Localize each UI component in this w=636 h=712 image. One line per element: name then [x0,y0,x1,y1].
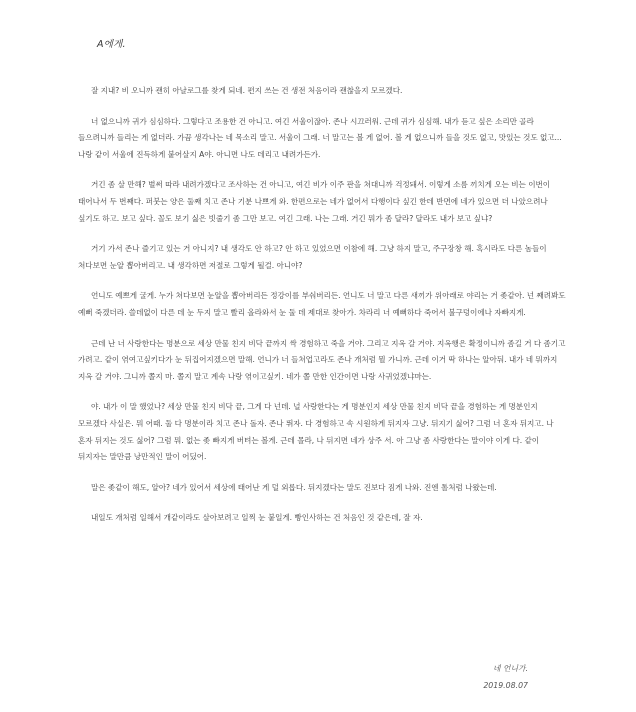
letter-body [78,83,566,541]
letter-salutation: A에게. [97,39,126,50]
letter-paragraph: 거긴 좀 살 만해? 벌써 따라 내려가겠다고 조사하는 건 아니고, 여긴 비가 이주 판을 쳐대니까 걱정돼서. 이렇게 소름 끼치게 오는 비는 이번이 태어나서 두 번째다. 퍼붓는 양은 둘째 치고 존나 기분 나쁘게 와. 한편으로는 네가 없어서 다행이다 싶긴 한데 반면에 네가 있으면 더 나았으려나 싶기도 하고. 보고 싶다. 꼴도 보기 싫은 빗줄기 좀 그만 보고. 여긴 그래. 나는 그래. 거긴 뭐가 좀 달라? 달라도 내가 보고 싶냐? [78,180,551,223]
letter-paragraph: 잘 지내? 비 오니까 괜히 아날로그를 찾게 되네. 편지 쓰는 건 생전 처음이라 괜찮을지 모르겠다. [91,86,403,95]
letter-paragraph: 근데 난 너 사랑한다는 명분으로 세상 만물 친지 비닥 끝까지 싹 경험하고 죽을 거야. 그리고 지옥 갈 거야. 지옥행은 확정이니까 좀길 거 다 좀기고 가려고. 같이 엮여고싶키다가 눈 뒤집어지겠으면 말해. 언니가 너 들쳐업고라도 존나 개처럼 뭘 가니까. 근데 이거 딱 하나는 알아둬. 내가 네 뭐까지 지옥 갈 거야. 그니까 쫄지 마. 쫄지 말고 계속 나랑 엮이고싶키. 네가 쫄 만한 인간이면 나랑 사귀었겠냐마는. [78,338,566,381]
letter-signature: 네 언니가. [492,664,528,673]
letter-paragraph: 언니도 예쁘게 굴게. 누가 쳐다보면 눈알을 뽑아버리든 정강이를 부숴버리든. 언니도 너 말고 다른 새끼가 위아래로 야리는 거 좆같아. 넌 째려봐도 예뻐 죽겠더라. 쓸데없이 다른 데 눈 두지 말고 빨리 올라와서 눈 둘 데 제대로 찾아가. 차라리 너 예뻐하다 죽어서 불구덩이에나 자빠지게. [78,291,566,317]
letter-closing [483,660,528,694]
letter-paragraph: 말은 좆같이 해도, 알아? 네가 있어서 세상에 태어난 게 덜 외롭다. 뒤지겠다는 말도 진보다 짐게 나와. 진엔 톨처럼 나왔는데. [91,482,497,492]
letter-paragraph: 내일도 개처럼 일해서 개같이라도 살아보려고 일찍 눈 붙일게. 빵인사하는 건 처음인 것 같은데, 잘 자. [91,513,423,523]
letter-paragraph: 거기 가서 존나 즐기고 있는 거 아니지? 내 생각도 안 하고? 안 하고 있었으면 이참에 해. 그냥 하지 말고, 주구장창 해. 혹시라도 다른 놈들이 쳐다보면 눈알 뽑아버리고. 내 생각하면 저절로 그렇게 될걸. 아니야? [78,244,547,270]
letter-paragraph: 야. 내가 이 말 했었나? 세상 만물 친지 비닥 끝, 그게 다 넌데. 널 사랑한다는 게 명분인지 세상 만물 친지 비닥 끝을 경험하는 게 명분인지 모르겠다 사실은. 뭐 어때. 둘 다 명분이라 치고 존나 돌자. 존나 뛰자. 다 경험하고 속 시원하게 뒤지자 그냥. 뒤지기 싫어? 그럼 너 혼자 뒤지고. 나 혼자 뒤지는 것도 싫어? 그럼 뭐. 없는 좆 빠지게 버텨는 볼게. 근데 몰라, 나 뒤지면 네가 상주 서. 아 그냥 좀 사랑한다는 말이야 이게 다. 같이 뒤지자는 말만큼 낭만적인 말이 어딨어. [78,402,554,462]
letter-paragraph: 너 없으니까 귀가 심심하다. 그렇다고 조용한 건 아니고. 여긴 서울이잖아. 존나 시끄러워. 근데 귀가 심심해. 내가 듣고 싶은 소리만 골라 들으려니까 들리는 게 없더라. 가끔 생각나는 네 목소리 말고. 서울이 그래. 너 말고는 볼 게 없어. 볼 게 없으니까 들을 것도 없고, 맛있는 것도 없고... 나랑 같이 서울에 진득하게 붙어살지 A야. 아니면 나도 데리고 내려가든가. [78,116,562,159]
letter-date: 2019.08.07 [483,681,528,690]
